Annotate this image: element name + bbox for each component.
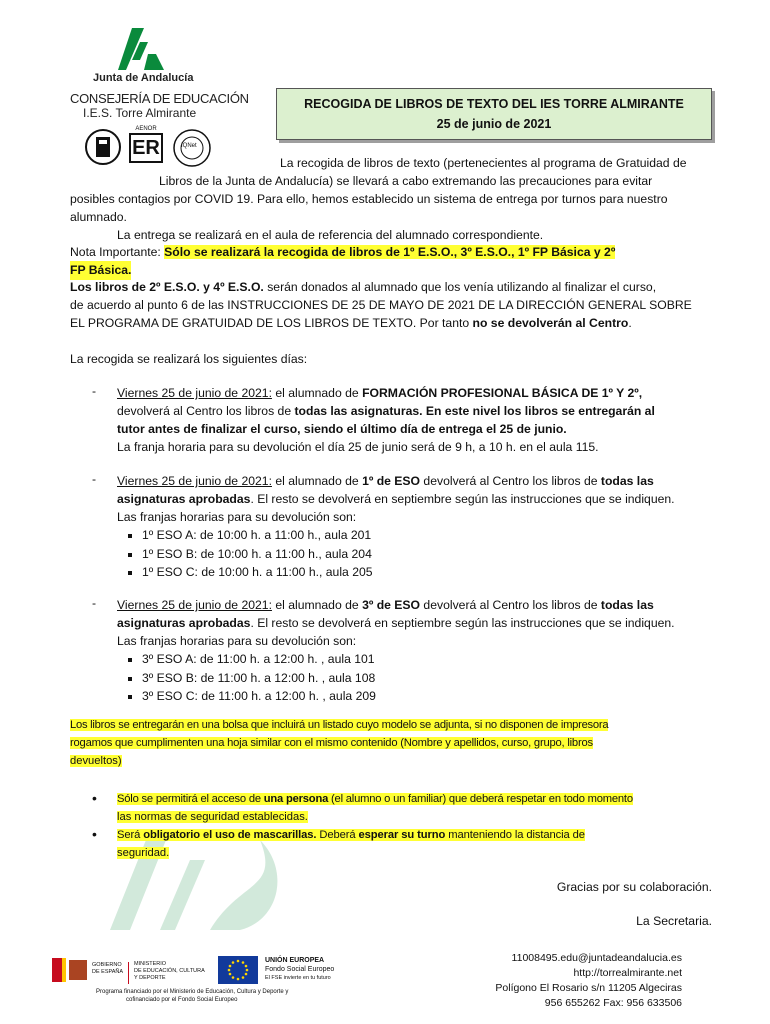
spain-flag-stripe <box>62 958 66 982</box>
eso3-line-3: Las franjas horarias para su devolución son: <box>117 634 357 648</box>
contact-phone: 956 655262 Fax: 956 633506 <box>544 997 682 1009</box>
dash-marker: - <box>92 596 97 610</box>
gobierno-label: GOBIERNO DE ESPAÑA <box>92 962 124 975</box>
rule-1-line-2: las normas de seguridad establecidas. <box>117 811 308 823</box>
fp-line-3: tutor antes de finalizar el curso, siendo el último día de entrega el 25 de junio. <box>117 422 567 436</box>
intro-line-4: alumnado. <box>70 210 127 224</box>
fp-line-2: devolverá al Centro los libros de todas las asignaturas. En este nivel los libros se entregarán al <box>117 404 655 418</box>
bullet-marker: • <box>92 826 97 842</box>
funding-credit: Programa financiado por el Ministerio de Educación, Cultura y Deporte y cofinanciado por el Fondo Social Europeo <box>96 989 289 1003</box>
junta-andalucia-logo-icon <box>118 28 164 70</box>
eso1-line-1: Viernes 25 de junio de 2021: el alumnado de 1º de ESO devolverá al Centro los libros de todas las <box>117 474 654 488</box>
list-item: ▪ 3º ESO C: de 11:00 h. a 12:00 h. , aula 209 <box>142 687 376 706</box>
coat-of-arms-icon <box>69 960 87 980</box>
list-item: ▪ 1º ESO A: de 10:00 h. a 11:00 h., aula 201 <box>142 526 373 545</box>
eso3-line-2: asignaturas aprobadas. El resto se devolverá en septiembre según las instrucciones que se indiquen. <box>117 616 675 630</box>
fp-line-1: Viernes 25 de junio de 2021: el alumnado de FORMACIÓN PROFESIONAL BÁSICA DE 1º Y 2º, <box>117 386 643 400</box>
iqnet-label: IQNet <box>181 143 197 149</box>
fp-line-4: La franja horaria para su devolución el día 25 de junio será de 9 h, a 10 h. en el aula 115. <box>117 440 599 454</box>
signature-text: La Secretaria. <box>636 914 712 928</box>
note-text-a: Sólo se realizará la recogida de libros de 1º E.S.O., 3º E.S.O., 1º FP Básica y 2º <box>164 245 616 259</box>
bag-line-3: devueltos) <box>70 755 122 767</box>
title-line-1: RECOGIDA DE LIBROS DE TEXTO DEL IES TORRE ALMIRANTE <box>304 97 684 111</box>
rule-2-line-1: Será obligatorio el uso de mascarillas. Deberá esperar su turno manteniendo la distancia de <box>117 829 585 841</box>
eso3-line-1: Viernes 25 de junio de 2021: el alumnado de 3º de ESO devolverá al Centro los libros de todas las <box>117 598 654 612</box>
note-label: Nota Importante: <box>70 245 165 259</box>
note-text-b: FP Básica. <box>70 261 131 280</box>
thanks-text: Gracias por su colaboración. <box>556 880 712 894</box>
eso1-line-2: asignaturas aprobadas. El resto se devolverá en septiembre según las instrucciones que se indiquen. <box>117 492 675 506</box>
aenor-cert: AENOR ER <box>127 126 165 170</box>
eso1-line-3: Las franjas horarias para su devolución son: <box>117 510 357 524</box>
school-name: I.E.S. Torre Almirante <box>83 106 197 120</box>
spain-flag-icon <box>52 958 62 982</box>
dash-marker: - <box>92 384 97 398</box>
list-item: ▪ 1º ESO C: de 10:00 h. a 11:00 h., aula 205 <box>142 563 373 582</box>
bag-line-1: Los libros se entregarán en una bolsa que incluirá un listado cuyo modelo se adjunta, si no disponen de impresora <box>70 719 609 731</box>
eu-flag-icon <box>218 956 258 984</box>
list-item: ▪ 3º ESO A: de 11:00 h. a 12:00 h. , aula 101 <box>142 650 376 669</box>
eu-label: UNIÓN EUROPEA Fondo Social Europeo El FSE invierte en tu futuro <box>265 957 335 981</box>
title-line-2: 25 de junio de 2021 <box>436 117 552 131</box>
intro-line-1: La recogida de libros de texto (pertenecientes al programa de Gratuidad de <box>280 156 687 170</box>
consejeria-name: CONSEJERÍA DE EDUCACIÓN <box>70 91 249 106</box>
junta-name: Junta de Andalucía <box>93 72 194 84</box>
intro-line-5: La entrega se realizará en el aula de referencia del alumnado correspondiente. <box>117 228 544 242</box>
list-item: ▪ 3º ESO B: de 11:00 h. a 12:00 h. , aula 108 <box>142 669 376 688</box>
eso3-schedule-list <box>117 650 376 706</box>
divider <box>128 962 129 984</box>
seal-icon <box>84 128 122 166</box>
important-note <box>70 243 615 262</box>
contact-address: Polígono El Rosario s/n 11205 Algeciras <box>495 982 682 994</box>
days-intro: La recogida se realizará los siguientes días: <box>70 352 308 366</box>
document-title <box>276 88 712 140</box>
contact-web: http://torrealmirante.net <box>573 967 682 979</box>
donation-line-1: Los libros de 2º E.S.O. y 4º E.S.O. serán donados al alumnado que los venía utilizando al finalizar el curso, <box>70 280 657 294</box>
rule-1-line-1: Sólo se permitirá el acceso de una persona (el alumno o un familiar) que deberá respetar en todo momento <box>117 793 633 805</box>
donation-line-2: de acuerdo al punto 6 de las INSTRUCCIONES DE 25 DE MAYO DE 2021 DE LA DIRECCIÓN GENERAL SOBRE <box>70 298 692 312</box>
bag-line-2: rogamos que cumplimenten una hoja similar con el mismo contenido (Nombre y apellidos, curso, grupo, libros <box>70 737 593 749</box>
list-item: ▪ 1º ESO B: de 10:00 h. a 11:00 h., aula 204 <box>142 545 373 564</box>
intro-line-2: Libros de la Junta de Andalucía) se llevará a cabo extremando las precauciones para evitar <box>159 174 653 188</box>
contact-email: 11008495.edu@juntadeandalucia.es <box>511 952 682 964</box>
dash-marker: - <box>92 472 97 486</box>
ministerio-label: MINISTERIO DE EDUCACIÓN, CULTURA Y DEPORTE <box>134 961 205 981</box>
intro-line-3: posibles contagios por COVID 19. Para ello, hemos establecido un sistema de entrega por turnos para nuestro <box>70 192 668 206</box>
eso1-schedule-list <box>117 526 373 582</box>
bullet-marker: • <box>92 790 97 806</box>
donation-line-3: EL PROGRAMA DE GRATUIDAD DE LOS LIBROS DE TEXTO. Por tanto no se devolverán al Centro. <box>70 316 632 330</box>
rule-2-line-2: seguridad. <box>117 847 170 859</box>
